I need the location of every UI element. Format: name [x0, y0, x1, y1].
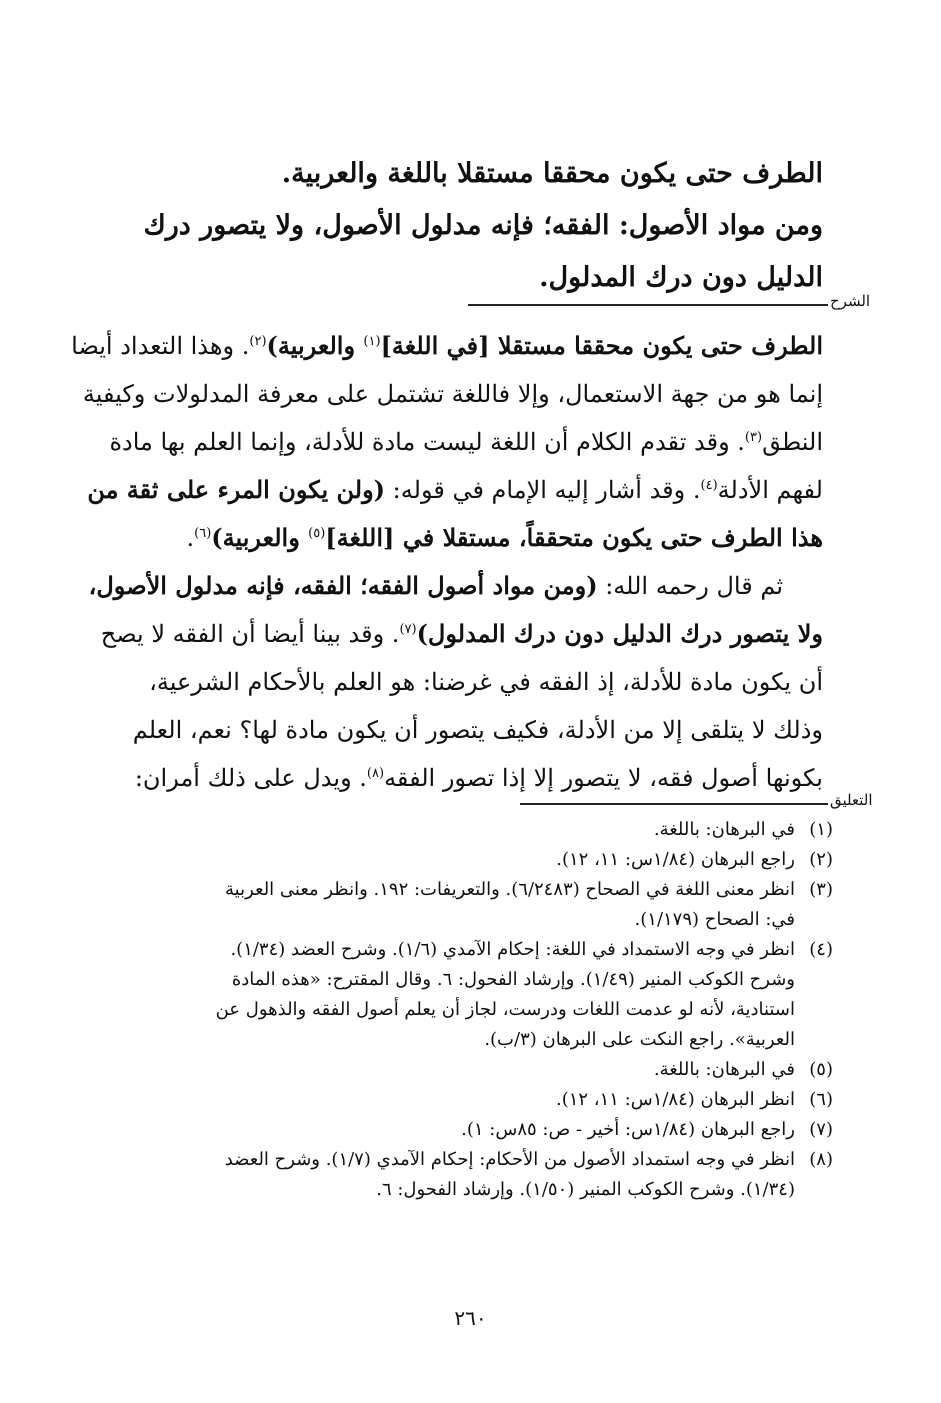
footnote-ref[interactable]: (٨) — [366, 766, 385, 781]
commentary-text: لفهم الأدلة — [717, 476, 823, 504]
footnote-ref[interactable]: (٣) — [744, 430, 763, 445]
footnote-text — [113, 935, 795, 1055]
commentary-text: بكونها أصول فقه، لا يتصور إلا إذا تصور الفقه — [384, 764, 823, 792]
commentary-line: وذلك لا يتلقى إلا من الأدلة، فكيف يتصور أن يكون مادة لها؟ نعم، العلم — [132, 716, 823, 744]
quoted-text: (ومن مواد أصول الفقه؛ الفقه، فإنه مدلول الأصول، — [88, 571, 598, 600]
footnote-number: (٢) — [809, 849, 833, 870]
footnote-number: (٣) — [809, 879, 833, 900]
sharh-label: الشرح — [830, 292, 871, 310]
commentary-text: . وقد أشار إليه الإمام في قوله: — [385, 476, 701, 504]
quoted-text: ولا يتصور درك الدليل دون درك المدلول) — [416, 619, 823, 648]
footnote-number: (٧) — [809, 1119, 833, 1140]
quoted-text: الطرف حتى يكون محققا مستقلا [في اللغة] — [380, 331, 823, 360]
main-text-line: ومن مواد الأصول: الفقه؛ فإنه مدلول الأصول، ولا يتصور درك — [143, 210, 823, 241]
footnote-text — [113, 1115, 795, 1145]
commentary-line — [87, 466, 823, 514]
commentary-line — [113, 514, 823, 562]
footnote-line: انظر في وجه استمداد الأصول من الأحكام: إحكام الآمدي (١/٧). وشرح العضد — [224, 1149, 795, 1170]
commentary-line — [88, 562, 823, 610]
footnote-ref[interactable]: (٦) — [194, 526, 212, 541]
footnote — [113, 875, 833, 935]
main-text-line: الطرف حتى يكون محققا مستقلا باللغة والعربية. — [281, 158, 823, 189]
commentary-line — [109, 418, 823, 466]
footnote-line: في: الصحاح (١/١٧٩). — [634, 909, 795, 930]
footnote-line: العربية». راجع النكت على البرهان (٣/ب). — [484, 1029, 795, 1050]
footnote-line: انظر في وجه الاستمداد في اللغة: إحكام الآمدي (١/٦). وشرح العضد (١/٣٤). — [230, 939, 795, 960]
quoted-text: والعربية) — [211, 523, 309, 552]
footnote — [113, 1115, 833, 1145]
footnote-text — [113, 1145, 795, 1205]
commentary-text: . — [186, 524, 195, 552]
footnote-line: راجع البرهان (١/٨٤س: أخير - ص: ٨٥س: ١). — [461, 1119, 795, 1140]
footnote-text — [113, 845, 795, 875]
footnote-text — [113, 815, 795, 845]
footnote-line: وشرح الكوكب المنير (١/٤٩). وإرشاد الفحول: ٦. وقال المقترح: «هذه المادة — [231, 969, 795, 990]
footnote-text — [113, 1055, 795, 1085]
quoted-text: (ولن يكون المرء على ثقة من — [87, 475, 386, 504]
footnote-line: (١/٣٤). وشرح الكوكب المنير (١/٥٠). وإرشاد الفحول: ٦. — [376, 1179, 795, 1200]
commentary-line — [71, 322, 823, 370]
footnote-line: في البرهان: باللغة. — [653, 1059, 795, 1080]
sharh-divider — [468, 304, 828, 306]
commentary-line: أن يكون مادة للأدلة، إذ الفقه في غرضنا: هو العلم بالأحكام الشرعية، — [149, 668, 823, 696]
footnote — [113, 815, 833, 845]
footnote — [113, 1145, 833, 1205]
commentary-line — [113, 754, 823, 802]
commentary-text: . وقد بينا أيضا أن الفقه لا يصح — [100, 620, 400, 648]
footnote-line: انظر البرهان (١/٨٤س: ١١، ١٢). — [555, 1089, 795, 1110]
commentary-line: إنما هو من جهة الاستعمال، وإلا فاللغة تشتمل على معرفة المدلولات وكيفية — [82, 380, 823, 408]
page-number: ٢٦٠ — [454, 1306, 487, 1330]
main-text — [113, 148, 823, 304]
footnote-ref[interactable]: (٥) — [308, 526, 326, 541]
quoted-text: والعربية) — [266, 331, 364, 360]
footnote-text — [113, 1085, 795, 1115]
footnote — [113, 935, 833, 1055]
footnote-ref[interactable]: (١) — [363, 334, 381, 349]
footnote-number: (٥) — [809, 1059, 833, 1080]
footnotes — [113, 815, 833, 1205]
commentary-text: . ويدل على ذلك أمران: — [134, 764, 367, 792]
commentary — [71, 322, 823, 802]
footnote — [113, 1055, 833, 1085]
taliq-label: التعليق — [830, 791, 873, 809]
commentary-line — [100, 610, 823, 658]
footnote-ref[interactable]: (٤) — [700, 478, 718, 493]
commentary-text: . وقد تقدم الكلام أن اللغة ليست مادة للأدلة، وإنما العلم بها مادة — [109, 428, 745, 456]
footnotes-divider — [520, 803, 828, 805]
commentary-text: النطق — [762, 428, 823, 456]
footnote-ref[interactable]: (٧) — [399, 622, 417, 637]
footnote-number: (٦) — [809, 1089, 833, 1110]
commentary-text: . وهذا التعداد أيضا — [71, 332, 250, 360]
footnote-number: (٤) — [809, 939, 833, 960]
footnote-number: (٨) — [809, 1149, 833, 1170]
footnote — [113, 845, 833, 875]
footnote-text — [113, 875, 795, 935]
main-text-line: الدليل دون درك المدلول. — [539, 262, 823, 293]
footnote-line: انظر معنى اللغة في الصحاح (٦/٢٤٨٣). والتعريفات: ١٩٢. وانظر معنى العربية — [224, 879, 795, 900]
quoted-text: هذا الطرف حتى يكون متحققاً، مستقلا في [اللغة] — [325, 523, 823, 552]
commentary-text: ثم قال رحمه الله: — [597, 572, 783, 600]
footnote-ref[interactable]: (٢) — [249, 334, 267, 349]
footnote-line: في البرهان: باللغة. — [653, 819, 795, 840]
footnote-line: راجع البرهان (١/٨٤س: ١١، ١٢). — [556, 849, 795, 870]
footnote-line: استنادية، لأنه لو عدمت اللغات ودرست، لجاز أن يعلم أصول الفقه والذهول عن — [215, 999, 795, 1020]
footnote — [113, 1085, 833, 1115]
footnote-number: (١) — [809, 819, 833, 840]
